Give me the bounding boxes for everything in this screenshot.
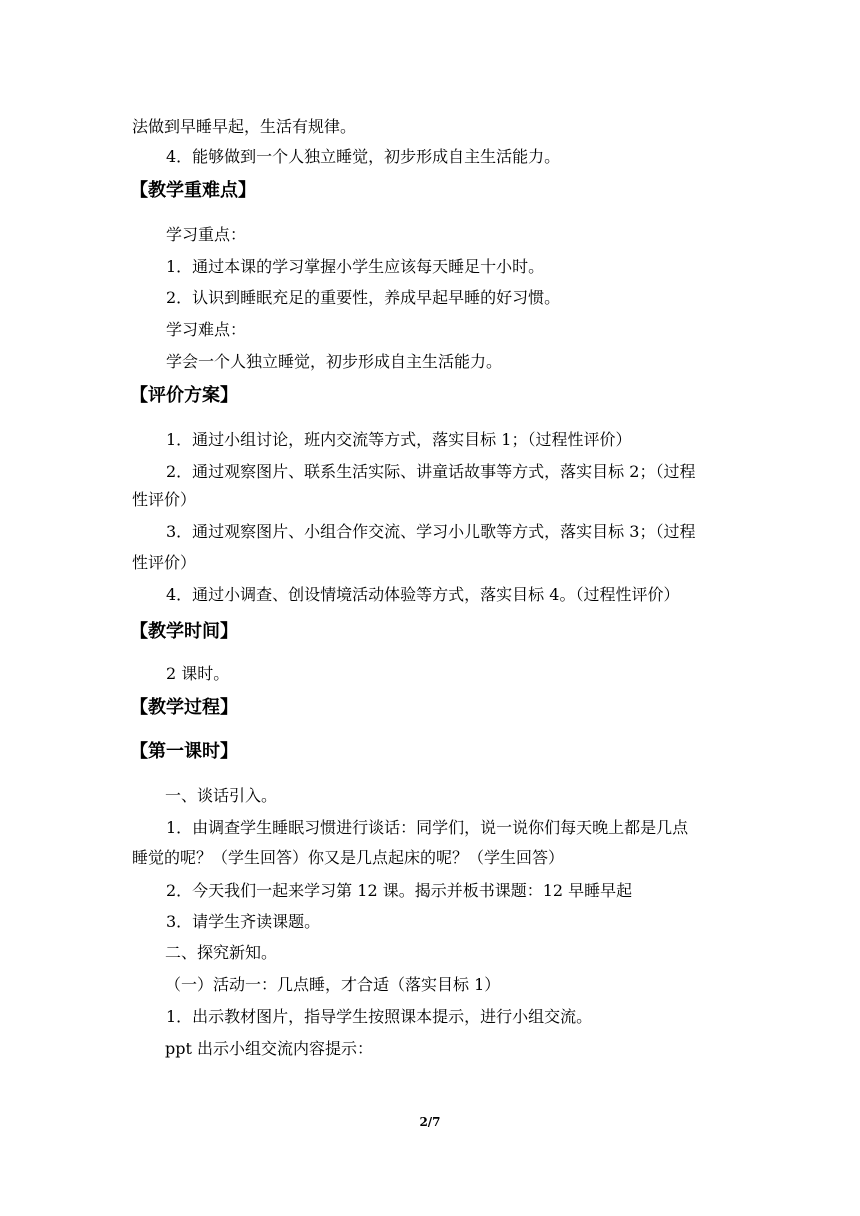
paragraph-line: 2．今天我们一起来学习第 12 课。揭示并板书课题：12 早睡早起 xyxy=(166,881,633,900)
page-number: 2/7 xyxy=(419,1115,441,1129)
paragraph-line: 性评价） xyxy=(132,553,197,572)
paragraph-line: 一、谈话引入。 xyxy=(165,786,278,805)
paragraph-line: 1．出示教材图片，指导学生按照课本提示，进行小组交流。 xyxy=(166,1007,593,1026)
paragraph-line: 4．通过小调查、创设情境活动体验等方式，落实目标 4。（过程性评价） xyxy=(166,585,680,604)
section-heading: 【评价方案】 xyxy=(130,385,238,406)
paragraph-line: 1．通过小组讨论，班内交流等方式，落实目标 1；（过程性评价） xyxy=(166,430,632,449)
section-heading: 【第一课时】 xyxy=(130,741,238,762)
paragraph-line: 3．请学生齐读课题。 xyxy=(166,912,321,931)
paragraph-line: 睡觉的呢？（学生回答）你又是几点起床的呢？（学生回答） xyxy=(132,848,565,867)
section-heading: 【教学重难点】 xyxy=(130,180,256,201)
section-heading: 【教学时间】 xyxy=(130,621,238,642)
paragraph-line: 学习难点： xyxy=(166,320,247,339)
paragraph-line: 法做到早睡早起，生活有规律。 xyxy=(132,117,357,136)
paragraph-line: 性评价） xyxy=(132,490,197,509)
paragraph-line: 1．由调查学生睡眠习惯进行谈话：同学们，说一说你们每天晚上都是几点 xyxy=(166,818,689,837)
paragraph-line: 2．通过观察图片、联系生活实际、讲童话故事等方式，落实目标 2；（过程 xyxy=(166,462,696,481)
paragraph-line: 4．能够做到一个人独立睡觉，初步形成自主生活能力。 xyxy=(166,147,561,166)
paragraph-line: 2 课时。 xyxy=(166,664,230,683)
section-heading: 【教学过程】 xyxy=(130,697,238,718)
paragraph-line: 学会一个人独立睡觉，初步形成自主生活能力。 xyxy=(166,352,503,371)
paragraph-line: 3．通过观察图片、小组合作交流、学习小儿歌等方式，落实目标 3；（过程 xyxy=(166,522,696,541)
paragraph-line: 2．认识到睡眠充足的重要性，养成早起早睡的好习惯。 xyxy=(166,288,561,307)
paragraph-line: 1．通过本课的学习掌握小学生应该每天睡足十小时。 xyxy=(166,257,545,276)
paragraph-line: （一）活动一：几点睡，才合适（落实目标 1） xyxy=(165,975,501,994)
paragraph-line: 二、探究新知。 xyxy=(165,943,278,962)
paragraph-line: ppt 出示小组交流内容提示： xyxy=(165,1039,374,1058)
paragraph-line: 学习重点： xyxy=(166,225,247,244)
